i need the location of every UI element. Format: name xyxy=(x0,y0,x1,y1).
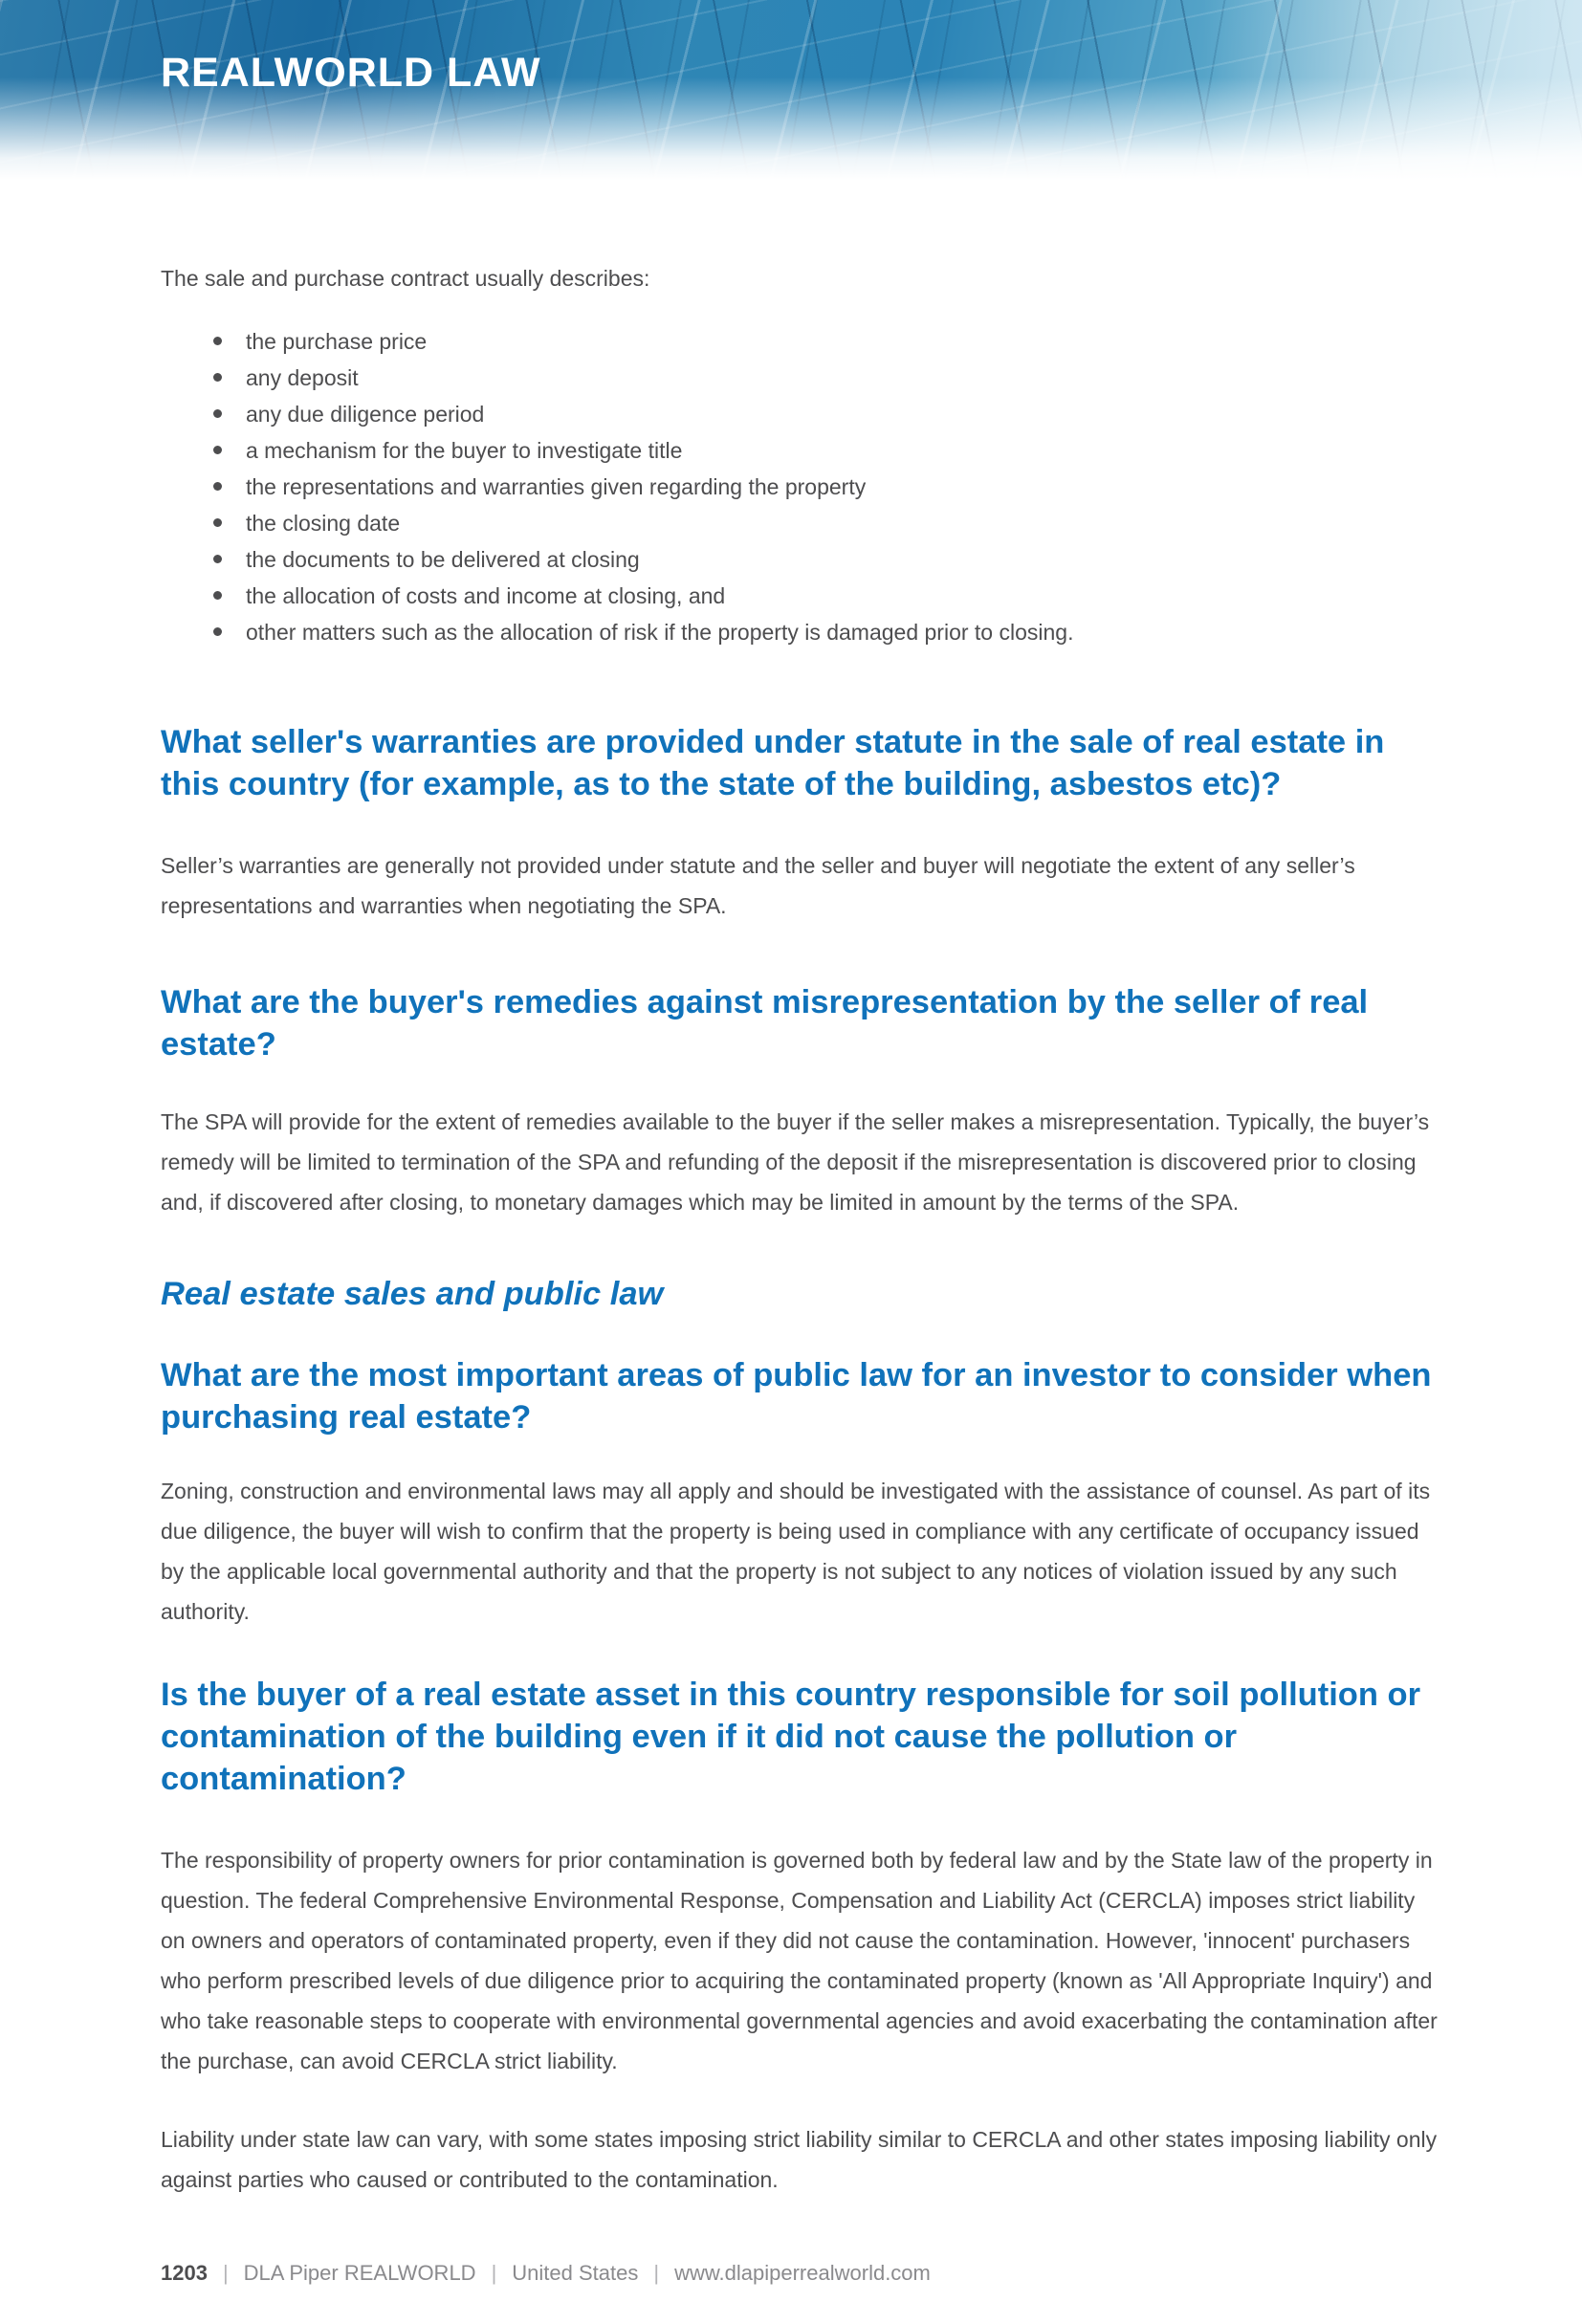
page-footer xyxy=(161,2261,1582,2286)
answer-soil-pollution-state: Liability under state law can vary, with some states imposing strict liability similar to CERCLA and other states imposing liability only against parties who caused or contributed to the contamination. xyxy=(161,2127,1438,2192)
list-item xyxy=(213,578,1439,614)
question-public-law-areas: What are the most important areas of public law for an investor to consider when purchasing real estate? xyxy=(161,1357,1432,1436)
footer-country: United States xyxy=(512,2261,639,2285)
list-item-text: the allocation of costs and income at closing, and xyxy=(246,583,726,608)
list-item xyxy=(213,541,1439,578)
list-item-text: the representations and warranties given regarding the property xyxy=(246,474,867,499)
answer-public-law-areas: Zoning, construction and environmental laws may all apply and should be investigated with the assistance of counsel. As part of its due diligence, the buyer will wish to confirm that the property is being used in compliance with any certificate of occupancy issued by the applicable local governmental authority and that the property is not subject to any notices of violation issued by any such authority. xyxy=(161,1479,1431,1624)
list-item-text: the documents to be delivered at closing xyxy=(246,547,640,572)
section-heading-public-law: Real estate sales and public law xyxy=(161,1276,664,1312)
page-header-banner xyxy=(0,0,1582,184)
list-item-text: other matters such as the allocation of risk if the property is damaged prior to closing. xyxy=(246,620,1074,645)
list-item-text: the purchase price xyxy=(246,329,428,354)
question-soil-pollution: Is the buyer of a real estate asset in this country responsible for soil pollution or contamination of the building even if it did not cause the pollution or contamination? xyxy=(161,1677,1421,1797)
bullet-icon xyxy=(213,409,222,418)
page-title: REALWORLD LAW xyxy=(161,50,541,96)
footer-separator: | xyxy=(222,2261,229,2285)
intro-paragraph: The sale and purchase contract usually describes: xyxy=(161,266,650,291)
bullet-icon xyxy=(213,446,222,454)
bullet-icon xyxy=(213,555,222,563)
list-item-text: any deposit xyxy=(246,365,359,390)
answer-sellers-warranties: Seller’s warranties are generally not provided under statute and the seller and buyer will negotiate the extent of any seller’s representations and warranties when negotiating the SPA. xyxy=(161,853,1355,918)
list-item xyxy=(213,360,1439,396)
bullet-icon xyxy=(213,627,222,636)
footer-separator: | xyxy=(653,2261,660,2285)
answer-buyers-remedies: The SPA will provide for the extent of remedies available to the buyer if the seller makes a misrepresentation. Typically, the buyer’s remedy will be limited to termination of the SPA and refunding of the deposit if the misrepresentation is discovered prior to closing and, if discovered after closing, to monetary damages which may be limited in amount by the terms of the SPA. xyxy=(161,1109,1430,1215)
bullet-icon xyxy=(213,482,222,491)
list-item-text: the closing date xyxy=(246,511,401,536)
question-sellers-warranties: What seller's warranties are provided under statute in the sale of real estate in this country (for example, as to the state of the building, asbestos etc)? xyxy=(161,724,1385,802)
footer-separator: | xyxy=(491,2261,497,2285)
answer-soil-pollution-federal: The responsibility of property owners for prior contamination is governed both by federal law and by the State law of the property in question. The federal Comprehensive Environmental Response, Compensation and Liability Act (CERCLA) imposes strict liability on owners and operators of contaminated property, even if they did not cause the contamination. However, 'innocent' purchasers who perform prescribed levels of due diligence prior to acquiring the contaminated property (known as 'All Appropriate Inquiry') and who take reasonable steps to cooperate with environmental governmental agencies and avoid exacerbating the contamination after the purchase, can avoid CERCLA strict liability. xyxy=(161,1848,1438,2073)
bullet-icon xyxy=(213,337,222,345)
list-item xyxy=(213,469,1439,505)
list-item xyxy=(213,505,1439,541)
list-item-text: any due diligence period xyxy=(246,402,485,427)
list-item xyxy=(213,323,1439,360)
footer-website-link[interactable]: www.dlapiperrealworld.com xyxy=(674,2261,931,2285)
bullet-icon xyxy=(213,373,222,382)
bullet-icon xyxy=(213,591,222,600)
list-item xyxy=(213,396,1439,432)
question-buyers-remedies: What are the buyer's remedies against misrepresentation by the seller of real estate? xyxy=(161,984,1369,1063)
footer-brand: DLA Piper REALWORLD xyxy=(243,2261,476,2285)
list-item xyxy=(213,432,1439,469)
page-number: 1203 xyxy=(161,2261,208,2285)
document-body xyxy=(161,258,1439,2200)
list-item-text: a mechanism for the buyer to investigate title xyxy=(246,438,683,463)
contract-items-list xyxy=(161,323,1439,650)
bullet-icon xyxy=(213,518,222,527)
list-item xyxy=(213,614,1439,650)
